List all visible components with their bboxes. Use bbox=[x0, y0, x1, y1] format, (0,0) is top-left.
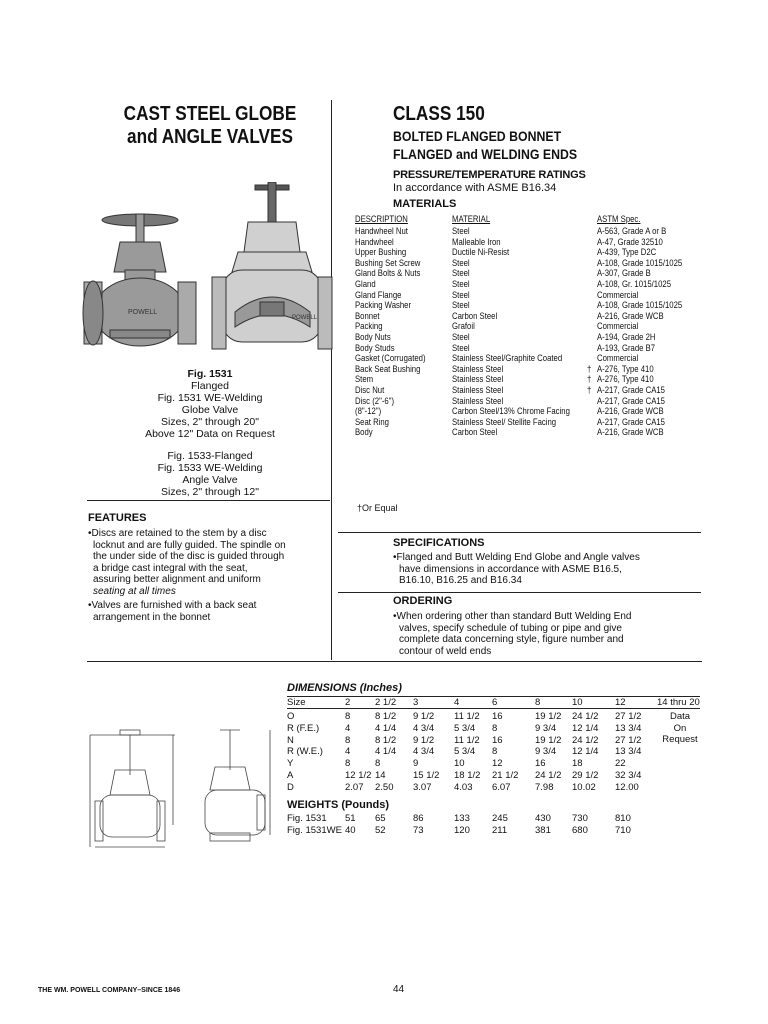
fig-1531-caption: Fig. 1531 Flanged Fig. 1531 WE-Welding Globe Valve Sizes, 2" through 20" Above 12" Data on Request bbox=[145, 368, 275, 440]
material-row bbox=[355, 311, 695, 322]
material-row bbox=[355, 396, 695, 407]
material-description: Bushing Set Screw bbox=[355, 257, 421, 268]
material-note: † bbox=[587, 363, 592, 374]
cell-value: 9 3/4 bbox=[535, 722, 557, 734]
cell-value: 12 bbox=[615, 697, 626, 708]
material-spec: A-307, Grade B bbox=[597, 268, 651, 279]
material-row bbox=[355, 279, 695, 290]
cell-value: 4 3/4 bbox=[413, 722, 435, 734]
or-equal-note: †Or Equal bbox=[357, 503, 398, 513]
material-name: Stainless Steel bbox=[452, 374, 504, 385]
dimensions-heading: DIMENSIONS (Inches) bbox=[287, 682, 402, 694]
material-spec: A-108, Gr. 1015/1025 bbox=[597, 279, 672, 289]
material-description: Body Studs bbox=[355, 342, 395, 353]
cell-value: 8 bbox=[345, 758, 351, 770]
material-name: Stainless Steel bbox=[452, 363, 504, 374]
row-label: N bbox=[287, 734, 294, 746]
material-row bbox=[355, 237, 695, 248]
material-description: Gasket (Corrugated) bbox=[355, 353, 426, 364]
material-name: Grafoil bbox=[452, 321, 475, 332]
material-description: Packing Washer bbox=[355, 300, 412, 311]
material-description: Stem bbox=[355, 374, 374, 385]
cell-value: 430 bbox=[535, 813, 551, 824]
cell-value: 10 bbox=[454, 758, 465, 770]
cell-value: 24 1/2 bbox=[535, 770, 562, 781]
cell-value: 6 bbox=[492, 697, 498, 708]
dimensions-rule-header bbox=[287, 708, 700, 709]
material-row bbox=[355, 406, 695, 417]
material-name: Malleable Iron bbox=[452, 236, 501, 247]
material-spec: A-439, Type D2C bbox=[597, 247, 657, 258]
cell-value: 10.02 bbox=[572, 781, 596, 793]
material-note: † bbox=[587, 385, 592, 395]
material-description: Disc Nut bbox=[355, 385, 385, 395]
fig-1533-caption: Fig. 1533-Flanged Fig. 1533 WE-Welding Angle Valve Sizes, 2" through 12" bbox=[157, 450, 263, 498]
cell-value: 8 bbox=[492, 746, 498, 758]
cell-value: 4 bbox=[454, 697, 460, 708]
material-row bbox=[355, 374, 695, 385]
material-description: Disc (2"-6") bbox=[355, 395, 395, 406]
material-row bbox=[355, 226, 695, 237]
cell-value: 4.03 bbox=[454, 781, 473, 793]
cell-value: 13 3/4 bbox=[615, 746, 642, 758]
cell-value: 7.98 bbox=[535, 781, 554, 793]
cell-value: 16 bbox=[492, 711, 503, 722]
cell-value: 16 bbox=[492, 734, 503, 746]
row-label: Size bbox=[287, 697, 306, 708]
cell-value: 51 bbox=[345, 813, 356, 824]
brand-mark: POWELL bbox=[128, 309, 158, 316]
cell-value: 3 bbox=[413, 697, 419, 708]
cell-value: 12.00 bbox=[615, 781, 639, 793]
material-spec: Commercial bbox=[597, 289, 639, 300]
material-description: Gland Flange bbox=[355, 289, 402, 300]
material-spec: A-216, Grade WCB bbox=[597, 310, 664, 321]
row-label: Fig. 1531WE bbox=[287, 825, 342, 836]
cell-value: 2 bbox=[345, 697, 351, 708]
cell-value: 810 bbox=[615, 813, 631, 824]
cell-value: 24 1/2 bbox=[572, 734, 599, 746]
cell-value: 13 3/4 bbox=[615, 722, 642, 734]
cell-value: 12 1/4 bbox=[572, 722, 599, 734]
material-name: Steel bbox=[452, 342, 470, 353]
weight-row bbox=[287, 813, 707, 825]
cell-value: 29 1/2 bbox=[572, 770, 599, 781]
cell-value: 24 1/2 bbox=[572, 711, 599, 722]
cell-value: 27 1/2 bbox=[615, 734, 642, 746]
materials-header-row: DESCRIPTION MATERIAL ASTM Spec. bbox=[355, 214, 641, 224]
material-name: Steel bbox=[452, 257, 470, 268]
materials-heading: MATERIALS bbox=[393, 198, 457, 210]
cell-value: 5 3/4 bbox=[454, 722, 476, 734]
cell-value: 19 1/2 bbox=[535, 711, 562, 722]
cell-value: 2.50 bbox=[375, 781, 394, 793]
row-label: R (W.E.) bbox=[287, 746, 323, 758]
material-row bbox=[355, 364, 695, 375]
ratings-note: In accordance with ASME B16.34 bbox=[393, 182, 557, 194]
cell-value: 40 bbox=[345, 825, 356, 836]
material-name: Carbon Steel/13% Chrome Facing bbox=[452, 406, 570, 417]
weights-heading: WEIGHTS (Pounds) bbox=[287, 799, 390, 811]
material-description: Body bbox=[355, 427, 373, 438]
ordering-text: •When ordering other than standard Butt Welding End valves, specify schedule of tubing or pipe and give complete data concerning style, figure number and contour of weld ends bbox=[393, 611, 632, 657]
dimension-row bbox=[287, 735, 707, 747]
features-list: •Discs are retained to the stem by a disc locknut and are fully guided. The spindle on the under side of the disc is guided through a bridge cast integral with the seat, assuring better alignment and uniform seating at all times •Valves are furnished with a back seat arrangement in the bonnet bbox=[88, 528, 286, 623]
material-spec: A-217, Grade CA15 bbox=[597, 385, 665, 395]
material-spec: A-194, Grade 2H bbox=[597, 332, 656, 342]
dimension-row bbox=[287, 758, 707, 770]
material-name: Stainless Steel bbox=[452, 395, 504, 406]
material-spec: Commercial bbox=[597, 353, 639, 364]
cell-value: 8 bbox=[345, 734, 351, 746]
cell-value: 8 bbox=[345, 711, 351, 722]
cell-value: 680 bbox=[572, 825, 588, 836]
material-description: Back Seat Bushing bbox=[355, 363, 421, 374]
material-spec: A-216, Grade WCB bbox=[597, 427, 664, 438]
ordering-rule bbox=[338, 592, 701, 593]
row-label: R (F.E.) bbox=[287, 722, 320, 734]
cell-value: 18 bbox=[572, 758, 583, 770]
left-title: CAST STEEL GLOBE and ANGLE VALVES bbox=[123, 103, 297, 148]
material-note: † bbox=[587, 374, 592, 385]
cell-value: 4 1/4 bbox=[375, 746, 397, 758]
cell-value: 12 bbox=[492, 758, 503, 770]
dimensions-header-row bbox=[287, 697, 707, 709]
specs-rule bbox=[338, 532, 701, 533]
material-description: Upper Bushing bbox=[355, 247, 407, 258]
cell-value: 730 bbox=[572, 813, 588, 824]
cell-value: 27 1/2 bbox=[615, 711, 642, 722]
features-heading: FEATURES bbox=[88, 512, 147, 524]
material-spec: A-47, Grade 32510 bbox=[597, 236, 663, 247]
cell-value: 4 bbox=[345, 746, 351, 758]
material-row bbox=[355, 385, 695, 396]
material-description: Handwheel Nut bbox=[355, 226, 408, 236]
cell-value: 2 1/2 bbox=[375, 697, 397, 708]
specifications-heading: SPECIFICATIONS bbox=[393, 537, 485, 549]
material-row bbox=[355, 258, 695, 269]
ends-subtitle: FLANGED and WELDING ENDS bbox=[393, 146, 578, 162]
cell-value: 11 1/2 bbox=[454, 711, 480, 722]
cell-value: 22 bbox=[615, 758, 626, 770]
cell-value: 15 1/2 bbox=[413, 770, 440, 781]
material-spec: A-216, Grade WCB bbox=[597, 406, 664, 417]
row-label: A bbox=[287, 770, 294, 781]
material-name: Stainless Steel/ Stellite Facing bbox=[452, 416, 557, 427]
cell-value: 6.07 bbox=[492, 781, 511, 793]
ratings-heading: PRESSURE/TEMPERATURE RATINGS bbox=[393, 169, 586, 181]
class-title: CLASS 150 bbox=[393, 103, 485, 125]
cell-value: 8 bbox=[492, 722, 498, 734]
material-row bbox=[355, 247, 695, 258]
cell-value: 65 bbox=[375, 813, 386, 824]
material-row bbox=[355, 268, 695, 279]
material-spec: Commercial bbox=[597, 321, 639, 332]
cell-value: 8 bbox=[535, 697, 541, 708]
row-label: Y bbox=[287, 758, 294, 770]
material-name: Steel bbox=[452, 300, 470, 311]
material-description: (8"-12") bbox=[355, 406, 382, 417]
material-description: Bonnet bbox=[355, 310, 380, 321]
cell-value: 710 bbox=[615, 825, 631, 836]
material-row bbox=[355, 300, 695, 311]
features-rule bbox=[87, 500, 330, 501]
cell-value: 9 bbox=[413, 758, 419, 770]
cell-value: 9 1/2 bbox=[413, 734, 435, 746]
material-name: Steel bbox=[452, 268, 470, 279]
cell-value: 8 1/2 bbox=[375, 734, 397, 746]
cell-value: 8 bbox=[375, 758, 381, 770]
material-name: Stainless Steel bbox=[452, 385, 504, 395]
material-spec: A-217, Grade CA15 bbox=[597, 416, 665, 427]
cell-value: 14 bbox=[375, 770, 386, 781]
cell-value: 211 bbox=[492, 825, 508, 836]
cell-value: 8 1/2 bbox=[375, 711, 397, 722]
footer-company: THE WM. POWELL COMPANY–SINCE 1846 bbox=[38, 987, 181, 994]
material-row bbox=[355, 417, 695, 428]
cell-value: 245 bbox=[492, 813, 508, 824]
cell-value: 4 bbox=[345, 722, 351, 734]
cell-value: 9 1/2 bbox=[413, 711, 435, 722]
material-row bbox=[355, 321, 695, 332]
ordering-heading: ORDERING bbox=[393, 595, 453, 607]
material-name: Stainless Steel/Graphite Coated bbox=[452, 353, 563, 364]
brand-mark-cutaway: POWELL bbox=[292, 315, 318, 321]
material-spec: A-193, Grade B7 bbox=[597, 342, 656, 353]
cell-value: 32 3/4 bbox=[615, 770, 642, 781]
cell-value: 14 thru 20 bbox=[657, 697, 700, 708]
material-name: Steel bbox=[452, 226, 470, 236]
material-description: Body Nuts bbox=[355, 332, 391, 342]
cell-value: 73 bbox=[413, 825, 424, 836]
cell-value: 2.07 bbox=[345, 781, 364, 793]
material-spec: A-108, Grade 1015/1025 bbox=[597, 257, 683, 268]
material-name: Carbon Steel bbox=[452, 427, 498, 438]
material-spec: A-217, Grade CA15 bbox=[597, 395, 665, 406]
cell-value: 11 1/2 bbox=[454, 734, 480, 746]
material-row bbox=[355, 343, 695, 354]
cell-value: 16 bbox=[535, 758, 546, 770]
material-name: Steel bbox=[452, 332, 470, 342]
material-spec: A-108, Grade 1015/1025 bbox=[597, 300, 683, 311]
material-description: Handwheel bbox=[355, 236, 394, 247]
cell-value: 381 bbox=[535, 825, 551, 836]
cell-value: 120 bbox=[454, 825, 470, 836]
globe-valve-illustration bbox=[80, 182, 340, 367]
bonnet-subtitle: BOLTED FLANGED BONNET bbox=[393, 128, 562, 144]
dimension-row bbox=[287, 746, 707, 758]
material-description: Seat Ring bbox=[355, 416, 389, 427]
material-spec: A-276, Type 410 bbox=[597, 363, 654, 374]
dimension-drawings bbox=[85, 715, 285, 860]
material-name: Steel bbox=[452, 289, 470, 300]
material-row bbox=[355, 427, 695, 438]
cell-value: 4 3/4 bbox=[413, 746, 435, 758]
material-name: Steel bbox=[452, 279, 470, 289]
material-description: Gland Bolts & Nuts bbox=[355, 268, 421, 279]
dimension-row bbox=[287, 711, 707, 723]
material-row bbox=[355, 332, 695, 343]
dimension-row bbox=[287, 782, 707, 794]
cell-value: 86 bbox=[413, 813, 424, 824]
cell-value: 133 bbox=[454, 813, 470, 824]
weight-row bbox=[287, 825, 707, 837]
row-label: D bbox=[287, 781, 294, 793]
material-spec: A-563, Grade A or B bbox=[597, 226, 667, 236]
page-number: 44 bbox=[393, 984, 405, 995]
material-name: Carbon Steel bbox=[452, 310, 498, 321]
row-label: O bbox=[287, 711, 295, 722]
dimension-row bbox=[287, 770, 707, 782]
data-on-request-note: Data On Request bbox=[662, 711, 698, 745]
cell-value: 18 1/2 bbox=[454, 770, 481, 781]
material-name: Ductile Ni-Resist bbox=[452, 247, 510, 258]
section-rule bbox=[87, 661, 702, 662]
cell-value: 19 1/2 bbox=[535, 734, 562, 746]
material-row bbox=[355, 353, 695, 364]
material-row bbox=[355, 290, 695, 301]
material-spec: A-276, Type 410 bbox=[597, 374, 654, 385]
cell-value: 9 3/4 bbox=[535, 746, 557, 758]
dimension-row bbox=[287, 723, 707, 735]
cell-value: 4 1/4 bbox=[375, 722, 397, 734]
specifications-text: •Flanged and Butt Welding End Globe and Angle valves have dimensions in accordance with ASME B16.5, B16.10, B16.25 and B16.34 bbox=[393, 552, 640, 586]
cell-value: 5 3/4 bbox=[454, 746, 476, 758]
cell-value: 10 bbox=[572, 697, 583, 708]
row-label: Fig. 1531 bbox=[287, 813, 327, 824]
material-description: Gland bbox=[355, 279, 376, 289]
cell-value: 12 1/4 bbox=[572, 746, 599, 758]
cell-value: 52 bbox=[375, 825, 386, 836]
cell-value: 12 1/2 bbox=[345, 770, 372, 781]
cell-value: 3.07 bbox=[413, 781, 432, 793]
cell-value: 21 1/2 bbox=[492, 770, 519, 781]
material-description: Packing bbox=[355, 321, 383, 332]
